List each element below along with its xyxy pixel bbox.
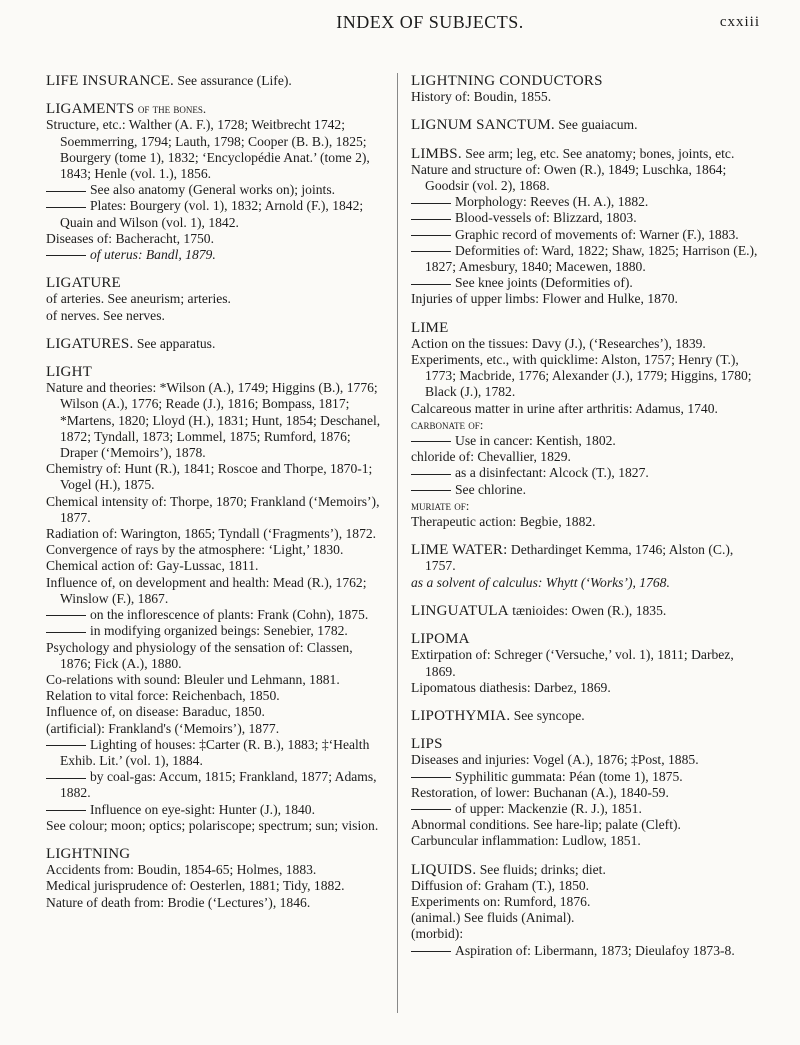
entry-liquids xyxy=(411,862,761,959)
index-line: Graphic record of movements of: Warner (F.), 1883. xyxy=(455,226,739,242)
entry-limbs xyxy=(411,146,761,308)
see-reference: See guaiacum. xyxy=(558,117,638,133)
index-line: History of: Boudin, 1855. xyxy=(411,89,552,105)
index-line: Syphilitic gummata: Péan (tome 1), 1875. xyxy=(455,768,683,784)
index-line: Convergence of rays by the atmosphere: ‘Light,’ 1830. xyxy=(46,542,344,558)
index-line: Deformities of: Ward, 1822; Shaw, 1825; Harrison (E.), 1827; Amesbury, 1840; Macewen, 1880. xyxy=(425,242,758,275)
index-line: Diseases and injuries: Vogel (A.), 1876; ‡Post, 1885. xyxy=(411,752,699,768)
entry-linguatula xyxy=(411,603,761,619)
index-line: (animal.) See fluids (Animal). xyxy=(411,910,575,926)
index-line: Chemistry of: Hunt (R.), 1841; Roscoe and Thorpe, 1870-1; Vogel (H.), 1875. xyxy=(46,461,373,493)
index-line: Extirpation of: Schreger (‘Versuche,’ vol. 1), 1811; Darbez, 1869. xyxy=(411,647,734,679)
index-line: See chlorine. xyxy=(455,481,526,497)
index-line: carbonate of: xyxy=(411,416,484,432)
index-line: Medical jurisprudence of: Oesterlen, 1881; Tidy, 1882. xyxy=(46,878,345,894)
entry-lips xyxy=(411,736,761,849)
index-line: See also anatomy (General works on); joints. xyxy=(90,182,336,198)
entry-lipoma xyxy=(411,631,761,696)
index-line: Experiments on: Rumford, 1876. xyxy=(411,893,591,909)
index-line: Radiation of: Warington, 1865; Tyndall (‘Fragments’), 1872. xyxy=(46,526,377,542)
ditto-dash xyxy=(411,441,451,442)
index-line: Relation to vital force: Reichenbach, 1850. xyxy=(46,688,280,704)
ditto-dash xyxy=(46,810,86,811)
left-column xyxy=(46,73,384,923)
see-reference: See arm; leg, etc. See anatomy; bones, joints, etc. xyxy=(465,145,735,161)
page-title: INDEX OF SUBJECTS. xyxy=(336,12,524,32)
entry-lightning-conductors xyxy=(411,73,761,105)
index-line: of uterus: Bandl, 1879. xyxy=(90,247,216,263)
see-reference: See syncope. xyxy=(513,707,585,723)
index-line: Structure, etc.: Walther (A. F.), 1728; Weitbrecht 1742; Soemmerring, 1794; Lauth, 1798; Cooper (B. B.), 1825; Bourgery (tome 1), 1832; ‘Encyclopédie Anat.’ (tome 2), 1843; Henle (vol. 1.), 1856. xyxy=(46,117,370,182)
entry-lipothymia xyxy=(411,708,761,724)
entry-heading: LIFE INSURANCE. xyxy=(46,73,175,89)
index-line: (artificial): Frankland's (‘Memoirs’), 1877. xyxy=(46,720,280,736)
ditto-dash xyxy=(411,235,451,236)
entry-lime xyxy=(411,320,761,531)
ditto-dash xyxy=(411,251,451,252)
index-line: See colour; moon; optics; polariscope; spectrum; sun; vision. xyxy=(46,817,379,833)
ditto-dash xyxy=(411,219,451,220)
index-line: Nature and structure of: Owen (R.), 1849; Luschka, 1864; Goodsir (vol. 2), 1868. xyxy=(411,161,727,194)
index-line: (morbid): xyxy=(411,926,464,942)
index-line: Experiments, etc., with quicklime: Alston, 1757; Henry (T.), 1773; Macbride, 1776; Alexander (J.), 1779; Higgins, 1780; Black (J.), 1782. xyxy=(411,352,752,400)
entry-heading: LIQUIDS. xyxy=(411,861,477,878)
entry-life-insurance xyxy=(46,73,384,89)
index-line: as a solvent of calculus: Whytt (‘Works’), 1768. xyxy=(411,574,670,590)
index-line: by coal-gas: Accum, 1815; Frankland, 1877; Adams, 1882. xyxy=(60,769,377,801)
right-column xyxy=(411,73,761,971)
ditto-dash xyxy=(46,632,86,633)
page-header xyxy=(100,12,760,36)
entry-ligature xyxy=(46,275,384,324)
entry-heading: LIGAMENTS xyxy=(46,101,135,118)
ditto-dash xyxy=(411,951,451,952)
index-line: Diseases of: Bacheracht, 1750. xyxy=(46,230,214,246)
index-line: Injuries of upper limbs: Flower and Hulke, 1870. xyxy=(411,291,678,307)
index-line: chloride of: Chevallier, 1829. xyxy=(411,449,571,465)
entry-heading: LIPOMA xyxy=(411,631,470,648)
entry-ligatures xyxy=(46,336,384,352)
ditto-dash xyxy=(46,207,86,208)
index-line: Use in cancer: Kentish, 1802. xyxy=(455,433,616,449)
index-line: Action on the tissues: Davy (J.), (‘Researches’), 1839. xyxy=(411,335,706,351)
index-line: Influence on eye-sight: Hunter (J.), 1840. xyxy=(90,801,315,817)
entry-heading: LIGHT xyxy=(46,364,92,381)
index-line: Nature of death from: Brodie (‘Lectures’), 1846. xyxy=(46,894,311,910)
column-divider xyxy=(397,73,398,1013)
entry-lignum-sanctum xyxy=(411,117,761,133)
ditto-dash xyxy=(411,777,451,778)
index-line: Nature and theories: *Wilson (A.), 1749; Higgins (B.), 1776; Wilson (A.), 1776; Reade (J.), 1816; Bompass, 1817; *Martens, 1820; Lloyd (H.), 1831; Hunt, 1854; Deschanel, 1872; Tyndall, 1873; Lommel, 1875; Rumford, 1876; Draper (‘Memoirs’), 1878. xyxy=(46,380,381,461)
index-line: Carbuncular inflammation: Ludlow, 1851. xyxy=(411,833,641,849)
entry-ligaments xyxy=(46,101,384,263)
index-line: Blood-vessels of: Blizzard, 1803. xyxy=(455,210,637,226)
ditto-dash xyxy=(46,745,86,746)
ditto-dash xyxy=(411,474,451,475)
entry-heading: LIGNUM SANCTUM. xyxy=(411,117,555,134)
page-number: cxxiii xyxy=(719,14,760,30)
index-line: Lipomatous diathesis: Darbez, 1869. xyxy=(411,679,611,695)
index-line: Abnormal conditions. See hare-lip; palate (Cleft). xyxy=(411,817,681,833)
entry-heading: LIMBS. xyxy=(411,145,462,162)
entry-heading: LIGATURE xyxy=(46,275,121,292)
index-line: Chemical action of: Gay-Lussac, 1811. xyxy=(46,558,259,574)
ditto-dash xyxy=(46,191,86,192)
entry-heading: LIGHTNING xyxy=(46,845,131,862)
entry-lime-water xyxy=(411,542,761,591)
index-line: Plates: Bourgery (vol. 1), 1832; Arnold (F.), 1842; Quain and Wilson (vol. 1), 1842. xyxy=(60,198,364,230)
see-reference: See apparatus. xyxy=(136,335,216,351)
ditto-dash xyxy=(46,255,86,256)
ditto-dash xyxy=(411,203,451,204)
entry-heading: LIME xyxy=(411,319,449,336)
entry-heading: LIME WATER: xyxy=(411,542,508,559)
index-line: Psychology and physiology of the sensation of: Classen, 1876; Fick (A.), 1880. xyxy=(46,639,353,671)
ditto-dash xyxy=(411,284,451,285)
index-line: of nerves. See nerves. xyxy=(46,307,165,323)
ditto-dash xyxy=(46,615,86,616)
index-line: muriate of: xyxy=(411,497,470,513)
index-line: Influence of, on disease: Baraduc, 1850. xyxy=(46,704,265,720)
entry-heading: LIPOTHYMIA. xyxy=(411,707,511,724)
ditto-dash xyxy=(46,778,86,779)
index-line: tænioides: Owen (R.), 1835. xyxy=(512,602,667,618)
see-reference: See fluids; drinks; diet. xyxy=(479,861,606,877)
ditto-dash xyxy=(411,490,451,491)
index-line: Aspiration of: Libermann, 1873; Dieulafoy 1873-8. xyxy=(455,942,735,958)
ditto-dash xyxy=(411,809,451,810)
entry-heading-suffix: of the bones. xyxy=(137,101,207,117)
index-line: Co-relations with sound: Bleuler und Lehmann, 1881. xyxy=(46,671,340,687)
index-line: Morphology: Reeves (H. A.), 1882. xyxy=(455,194,649,210)
index-line: Influence of, on development and health: Mead (R.), 1762; Winslow (F.), 1867. xyxy=(46,574,367,606)
index-line: Diffusion of: Graham (T.), 1850. xyxy=(411,877,590,893)
index-line: in modifying organized beings: Senebier, 1782. xyxy=(90,623,348,639)
see-reference: See assurance (Life). xyxy=(177,73,292,88)
index-line: Calcareous matter in urine after arthritis: Adamus, 1740. xyxy=(411,400,718,416)
entry-heading: LIPS xyxy=(411,736,443,753)
index-line: Restoration, of lower: Buchanan (A.), 1840-59. xyxy=(411,784,669,800)
index-line: of arteries. See aneurism; arteries. xyxy=(46,291,231,307)
entry-lightning xyxy=(46,846,384,911)
index-line: Therapeutic action: Begbie, 1882. xyxy=(411,514,596,530)
entry-heading: LINGUATULA xyxy=(411,602,509,619)
entry-light xyxy=(46,364,384,834)
entry-heading: LIGATURES. xyxy=(46,335,134,352)
entry-heading: LIGHTNING CONDUCTORS xyxy=(411,73,603,89)
index-line: Dethardinget Kemma, 1746; Alston (C.), 1757. xyxy=(425,542,734,574)
index-line: Accidents from: Boudin, 1854-65; Holmes, 1883. xyxy=(46,862,317,878)
index-line: on the inflorescence of plants: Frank (Cohn), 1875. xyxy=(90,607,369,623)
index-line: as a disinfectant: Alcock (T.), 1827. xyxy=(455,465,649,481)
index-line: Lighting of houses: ‡Carter (R. B.), 1883; ‡‘Health Exhib. Lit.’ (vol. 1), 1884. xyxy=(60,736,370,768)
index-line: Chemical intensity of: Thorpe, 1870; Frankland (‘Memoirs’), 1877. xyxy=(46,493,380,525)
index-line: See knee joints (Deformities of). xyxy=(455,275,633,291)
index-line: of upper: Mackenzie (R. J.), 1851. xyxy=(455,800,642,816)
